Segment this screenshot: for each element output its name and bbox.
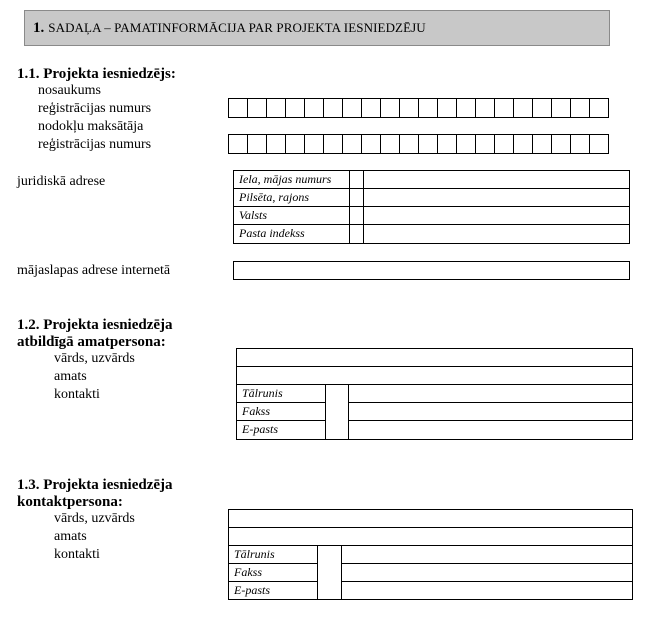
digit-box[interactable] <box>437 134 457 154</box>
contact-fax-label: Fakss <box>228 563 318 582</box>
digit-box[interactable] <box>399 98 419 118</box>
digit-box[interactable] <box>551 134 571 154</box>
reg-number-label: reģistrācijas numurs <box>38 101 152 116</box>
responsible-phone-label: Tālrunis <box>236 384 326 403</box>
address-street-field[interactable] <box>363 170 630 189</box>
tax-reg-number-label: reģistrācijas numurs <box>38 137 152 152</box>
digit-box[interactable] <box>456 98 476 118</box>
contact-position-field[interactable] <box>228 527 633 546</box>
section-number: 1. <box>33 19 45 36</box>
digit-box[interactable] <box>513 134 533 154</box>
digit-box[interactable] <box>399 134 419 154</box>
contact-fax-field[interactable] <box>341 563 633 582</box>
section-1-2-subheading: atbildīgā amatpersona: <box>17 334 166 350</box>
responsible-contacts-label: kontakti <box>54 387 100 402</box>
digit-box[interactable] <box>494 98 514 118</box>
digit-box[interactable] <box>589 98 609 118</box>
contact-name-field[interactable] <box>228 509 633 528</box>
legal-address-label: juridiskā adrese <box>17 174 106 189</box>
name-label: nosaukums <box>38 83 101 98</box>
digit-box[interactable] <box>285 134 305 154</box>
digit-box[interactable] <box>570 98 590 118</box>
address-street-label: Iela, mājas numurs <box>233 170 364 189</box>
responsible-email-label: E-pasts <box>236 420 326 440</box>
address-spacer-column <box>349 170 364 244</box>
address-postcode-field[interactable] <box>363 224 630 244</box>
responsible-name-label: vārds, uzvārds <box>54 351 135 366</box>
responsible-phone-field[interactable] <box>348 384 633 403</box>
section-1-3-subheading: kontaktpersona: <box>17 494 123 510</box>
digit-box[interactable] <box>418 98 438 118</box>
digit-box[interactable] <box>266 134 286 154</box>
section-1-2-heading: 1.2. Projekta iesniedzēja <box>17 317 173 333</box>
tax-reg-number-boxes[interactable] <box>228 134 609 154</box>
digit-box[interactable] <box>323 98 343 118</box>
digit-box[interactable] <box>266 98 286 118</box>
responsible-spacer-column <box>325 384 349 440</box>
section-title: SADAĻA – PAMATINFORMĀCIJA PAR PROJEKTA IESNIEDZĒJU <box>48 20 426 35</box>
contact-spacer-column <box>317 545 342 600</box>
digit-box[interactable] <box>304 134 324 154</box>
responsible-position-field[interactable] <box>236 366 633 385</box>
digit-box[interactable] <box>570 134 590 154</box>
responsible-email-field[interactable] <box>348 420 633 440</box>
digit-box[interactable] <box>589 134 609 154</box>
address-country-label: Valsts <box>233 206 364 225</box>
contact-contacts-label: kontakti <box>54 547 100 562</box>
address-city-label: Pilsēta, rajons <box>233 188 364 207</box>
digit-box[interactable] <box>513 98 533 118</box>
contact-position-label: amats <box>54 529 87 544</box>
digit-box[interactable] <box>228 134 248 154</box>
digit-box[interactable] <box>380 98 400 118</box>
responsible-position-label: amats <box>54 369 87 384</box>
contact-email-field[interactable] <box>341 581 633 600</box>
section-1-1-heading: 1.1. Projekta iesniedzējs: <box>17 66 176 82</box>
contact-email-label: E-pasts <box>228 581 318 600</box>
digit-box[interactable] <box>380 134 400 154</box>
reg-number-boxes[interactable] <box>228 98 609 118</box>
tax-payer-label: nodokļu maksātāja <box>38 119 144 134</box>
digit-box[interactable] <box>551 98 571 118</box>
digit-box[interactable] <box>456 134 476 154</box>
responsible-fax-field[interactable] <box>348 402 633 421</box>
contact-phone-field[interactable] <box>341 545 633 564</box>
digit-box[interactable] <box>418 134 438 154</box>
contact-name-label: vārds, uzvārds <box>54 511 135 526</box>
responsible-fax-label: Fakss <box>236 402 326 421</box>
digit-box[interactable] <box>323 134 343 154</box>
digit-box[interactable] <box>285 98 305 118</box>
digit-box[interactable] <box>475 134 495 154</box>
digit-box[interactable] <box>342 134 362 154</box>
digit-box[interactable] <box>342 98 362 118</box>
website-label: mājaslapas adrese internetā <box>17 263 171 278</box>
address-city-field[interactable] <box>363 188 630 207</box>
section-header <box>24 10 610 46</box>
digit-box[interactable] <box>304 98 324 118</box>
digit-box[interactable] <box>494 134 514 154</box>
digit-box[interactable] <box>532 134 552 154</box>
digit-box[interactable] <box>247 134 267 154</box>
responsible-name-field[interactable] <box>236 348 633 367</box>
digit-box[interactable] <box>475 98 495 118</box>
digit-box[interactable] <box>361 134 381 154</box>
digit-box[interactable] <box>247 98 267 118</box>
website-field[interactable] <box>233 261 630 280</box>
address-country-field[interactable] <box>363 206 630 225</box>
digit-box[interactable] <box>532 98 552 118</box>
digit-box[interactable] <box>228 98 248 118</box>
digit-box[interactable] <box>361 98 381 118</box>
address-postcode-label: Pasta indekss <box>233 224 364 244</box>
contact-phone-label: Tālrunis <box>228 545 318 564</box>
digit-box[interactable] <box>437 98 457 118</box>
section-1-3-heading: 1.3. Projekta iesniedzēja <box>17 477 173 493</box>
